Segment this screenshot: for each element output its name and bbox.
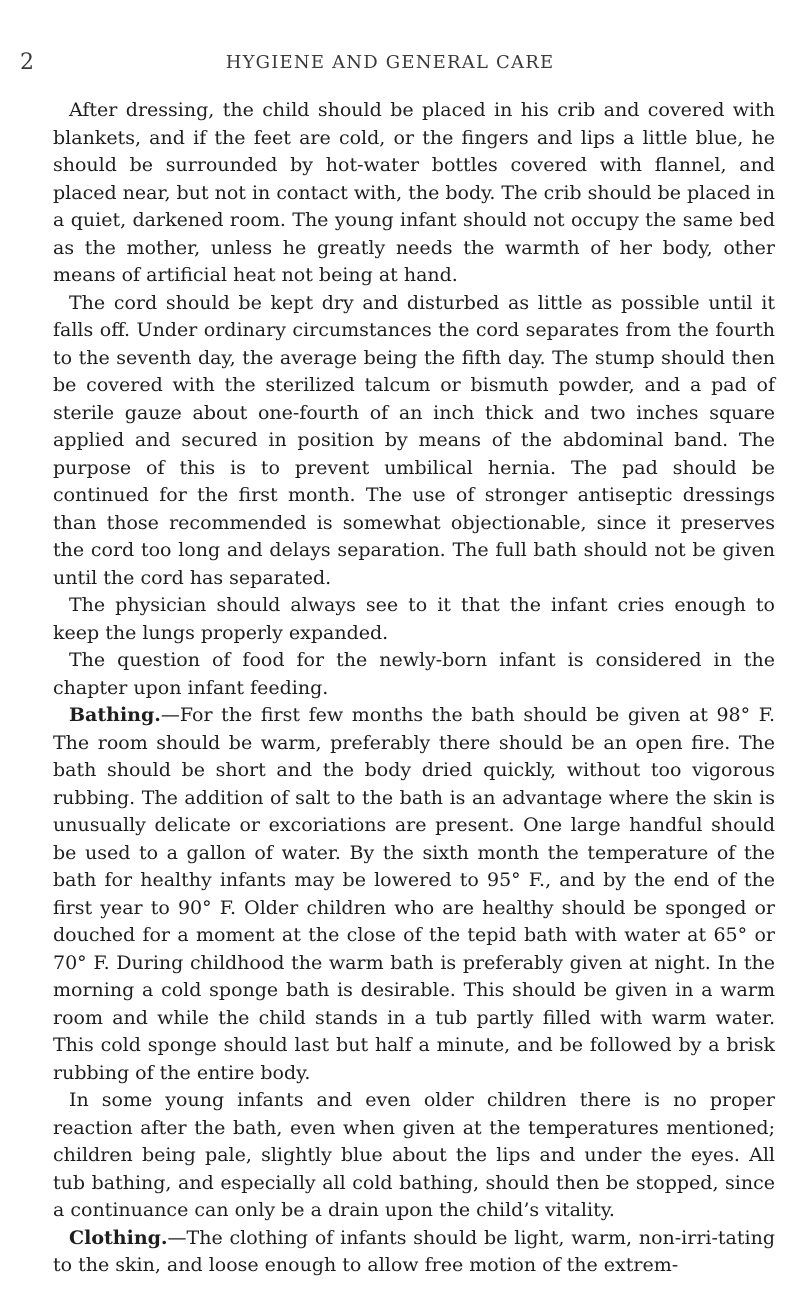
paragraph-text: After dressing, the child should be placed in his crib and covered with blankets, and if the feet are cold, or the fingers and lips a little blue, he should be surrounded by hot-water bottles covered with flannel, and placed near, but not in contact with, the body. The crib should be placed in a quiet, darkened room. The young infant should not occupy the same bed as the mother, unless he greatly needs the warmth of her body, other means of artificial heat not being at hand. <box>53 99 775 286</box>
chapter-title: HYGIENE AND GENERAL CARE <box>225 52 555 73</box>
paragraph-bathing <box>53 702 775 1087</box>
paragraph-text: The cord should be kept dry and disturbed as little as possible until it falls off. Under ordinary circumstances the cord separates from the fourth to the seventh day, the average being the fifth day. The stump should then be covered with the sterilized talcum or bismuth powder, and a pad of sterile gauze about one-fourth of an inch thick and two inches square applied and secured in position by means of the abdominal band. The purpose of this is to prevent umbilical hernia. The pad should be continued for the first month. The use of stronger antiseptic dressings than those recommended is somewhat objectionable, since it preserves the cord too long and delays separation. The full bath should not be given until the cord has separated. <box>53 291 775 589</box>
paragraph-reaction <box>53 1087 775 1225</box>
paragraph-crib <box>53 97 775 290</box>
page-number: 2 <box>20 50 34 75</box>
running-head <box>20 50 760 80</box>
paragraph-food <box>53 647 775 702</box>
section-heading-bathing: Bathing. <box>69 704 161 726</box>
paragraph-text: The physician should always see to it that the infant cries enough to keep the lungs properly expanded. <box>53 594 775 644</box>
paragraph-cord <box>53 290 775 593</box>
paragraph-lungs <box>53 592 775 647</box>
paragraph-text: —The clothing of infants should be light, warm, non-irri-tating to the skin, and loose enough to allow free motion of the extrem- <box>53 1226 775 1276</box>
paragraph-text: —For the first few months the bath should be given at 98° F. The room should be warm, preferably there should be an open fire. The bath should be short and the body dried quickly, without too vigorous rubbing. The addition of salt to the bath is an advantage where the skin is unusually delicate or excoriations are present. One large handful should be used to a gallon of water. By the sixth month the temperature of the bath for healthy infants may be lowered to 95° F., and by the end of the first year to 90° F. Older children who are healthy should be sponged or douched for a moment at the close of the tepid bath with water at 65° or 70° F. During childhood the warm bath is preferably given at night. In the morning a cold sponge bath is desirable. This should be given in a warm room and while the child stands in a tub partly filled with warm water. This cold sponge should last but half a minute, and be followed by a brisk rubbing of the entire body. <box>53 704 775 1084</box>
paragraph-text: In some young infants and even older children there is no proper reaction after the bath, even when given at the temperatures mentioned; children being pale, slightly blue about the lips and under the eyes. All tub bathing, and especially all cold bathing, should then be stopped, since a continuance can only be a drain upon the child’s vitality. <box>53 1089 775 1221</box>
paragraph-text: The question of food for the newly-born infant is considered in the chapter upon infant feeding. <box>53 649 775 699</box>
body-text <box>53 97 775 1280</box>
paragraph-clothing <box>53 1225 775 1280</box>
section-heading-clothing: Clothing. <box>69 1226 168 1249</box>
